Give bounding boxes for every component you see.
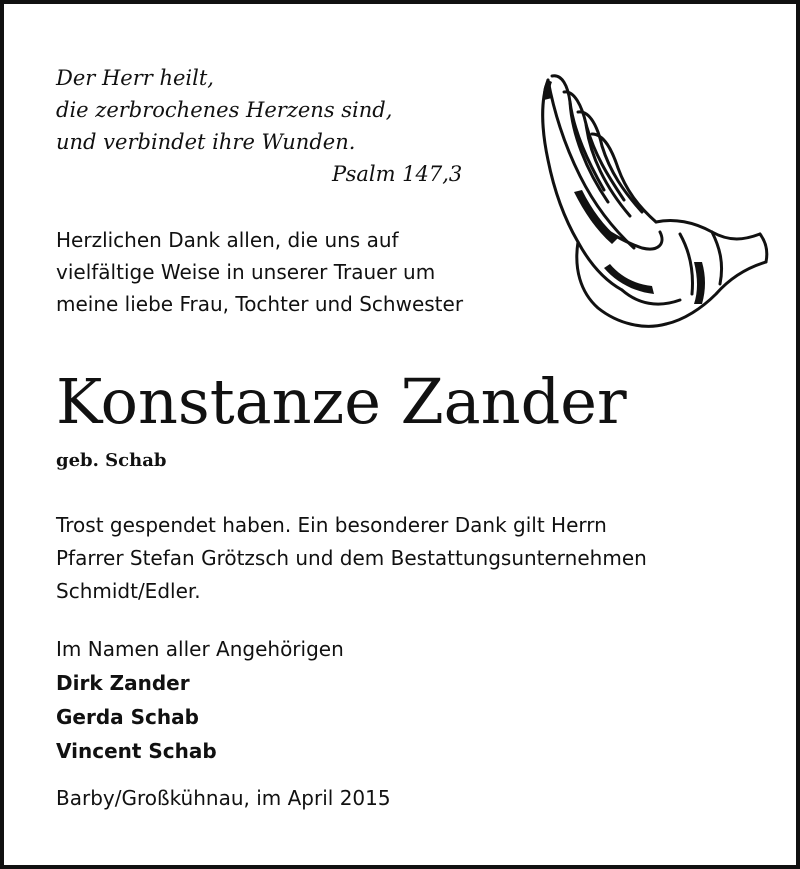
family-intro: Im Namen aller Angehörigen	[56, 637, 344, 661]
praying-hands-icon	[534, 72, 774, 334]
family-member: Dirk Zander	[56, 671, 190, 695]
thanks-line: Herzlichen Dank allen, die uns auf	[56, 228, 399, 252]
place-date: Barby/Großkühnau, im April 2015	[56, 786, 391, 810]
consolation-line: Trost gespendet haben. Ein besonderer Dank gilt Herrn	[56, 513, 607, 537]
consolation-text	[56, 509, 776, 608]
thanks-text	[56, 224, 556, 320]
verse-reference: Psalm 147,3	[332, 162, 463, 186]
verse-line: Der Herr heilt,	[56, 66, 214, 90]
maiden-name: geb. Schab	[56, 450, 167, 471]
family-member: Gerda Schab	[56, 705, 199, 729]
deceased-name: Konstanze Zander	[56, 365, 627, 438]
family-signature	[56, 632, 344, 768]
bible-verse	[56, 62, 462, 190]
thanks-line: meine liebe Frau, Tochter und Schwester	[56, 292, 464, 316]
verse-line: und verbindet ihre Wunden.	[56, 130, 356, 154]
family-member: Vincent Schab	[56, 739, 217, 763]
thanks-line: vielfältige Weise in unserer Trauer um	[56, 260, 436, 284]
verse-line: die zerbrochenes Herzens sind,	[56, 98, 393, 122]
consolation-line: Schmidt/Edler.	[56, 579, 201, 603]
consolation-line: Pfarrer Stefan Grötzsch und dem Bestattungsunternehmen	[56, 546, 647, 570]
